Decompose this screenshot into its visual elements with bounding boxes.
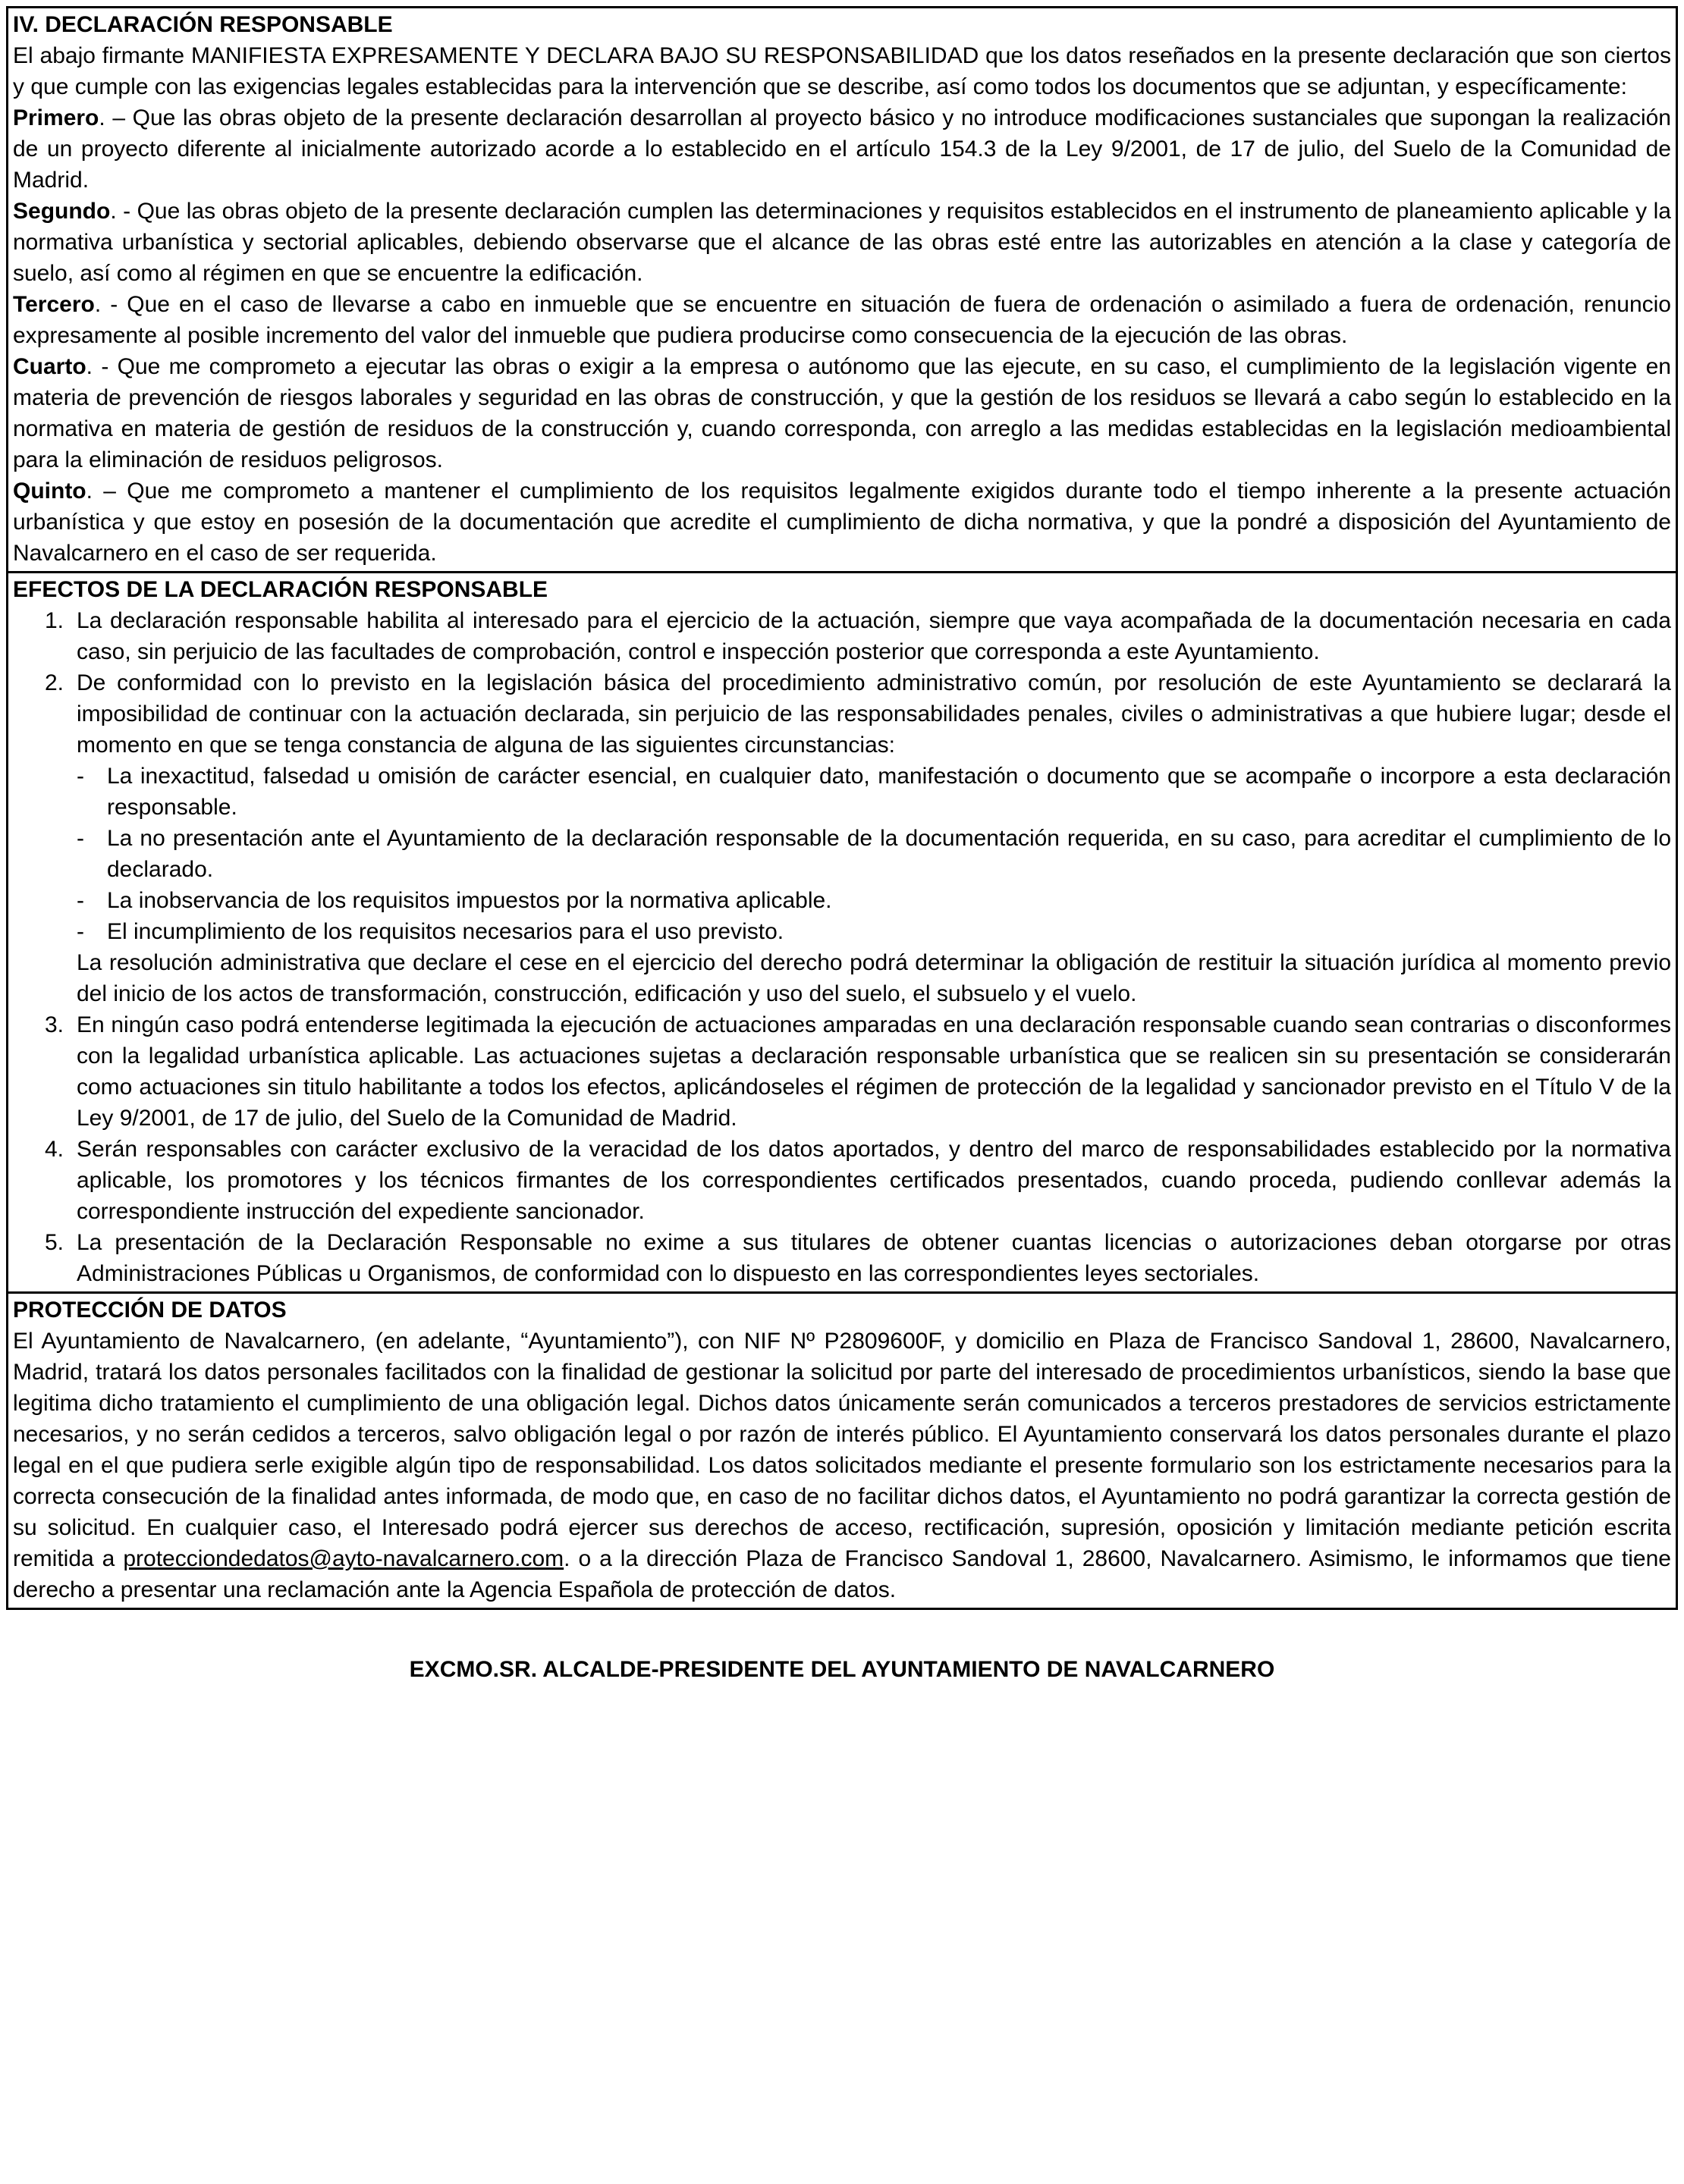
clause-lead: Cuarto xyxy=(13,354,86,379)
sub-item-2 xyxy=(77,823,1671,885)
addressee-line: EXCMO.SR. ALCALDE-PRESIDENTE DEL AYUNTAMIENTO DE NAVALCARNERO xyxy=(409,1657,1275,1682)
clause-cuarto xyxy=(13,351,1671,475)
email-link[interactable]: protecciondedatos@ayto-navalcarnero.com xyxy=(123,1546,564,1571)
item-text: Serán responsables con carácter exclusivo de la veracidad de los datos aportados, y dentro del marco de responsabilidades establecido por la normativa aplicable, los promotores y los técnicos firmantes de los correspondientes certificados presentados, cuando proceda, pudiendo conllevar además la correspondiente instrucción del expediente sancionador. xyxy=(77,1137,1671,1224)
clause-text: . – Que me comprometo a mantener el cumplimiento de los requisitos legalmente exigidos durante todo el tiempo inherente a la presente actuación urbanística y que estoy en posesión de la documentación que acredite el cumplimiento de dicha normativa, y que la pondré a disposición del Ayuntamiento de Navalcarnero en el caso de ser requerida. xyxy=(13,479,1671,566)
section-proteccion-datos xyxy=(8,1291,1676,1608)
clause-segundo xyxy=(13,196,1671,289)
clause-lead: Primero xyxy=(13,105,99,130)
efectos-item-4 xyxy=(13,1134,1671,1227)
sub-item-text: La no presentación ante el Ayuntamiento de la declaración responsable de la documentación requerida, en su caso, para acreditar el cumplimiento de lo declarado. xyxy=(107,826,1671,882)
sub-item-1 xyxy=(77,761,1671,823)
efectos-item-3 xyxy=(13,1009,1671,1134)
sub-item-text: La inobservancia de los requisitos impuestos por la normativa aplicable. xyxy=(107,888,832,913)
item-number: 4. xyxy=(45,1137,64,1162)
dash-marker: - xyxy=(77,919,84,944)
sub-item-text: La inexactitud, falsedad u omisión de carácter esencial, en cualquier dato, manifestación o documento que se acompañe o incorpore a esta declaración responsable. xyxy=(107,764,1671,820)
clause-text: . - Que las obras objeto de la presente declaración cumplen las determinaciones y requisitos establecidos en el instrumento de planeamiento aplicable y la normativa urbanística y sectorial aplicables, debiendo observarse que el alcance de las obras esté entre las autorizables en atención a la clase y categoría de suelo, así como al régimen en que se encuentre la edificación. xyxy=(13,199,1671,286)
dash-marker: - xyxy=(77,826,84,851)
document xyxy=(6,6,1678,1610)
clause-text: . - Que me comprometo a ejecutar las obras o exigir a la empresa o autónomo que las ejecute, en su caso, el cumplimiento de la legislación vigente en materia de prevención de riesgos laborales y seguridad en las obras de construcción, y que la gestión de los residuos se llevará a cabo según lo establecido en la normativa en materia de gestión de residuos de la construcción y, cuando corresponda, con arreglo a las medidas establecidas en la legislación medioambiental para la eliminación de residuos peligrosos. xyxy=(13,354,1671,472)
efectos-item-5 xyxy=(13,1227,1671,1289)
clause-lead: Segundo xyxy=(13,199,111,224)
efectos-list xyxy=(13,605,1671,1289)
declaration-intro: El abajo firmante MANIFIESTA EXPRESAMENTE Y DECLARA BAJO SU RESPONSABILIDAD que los datos reseñados en la presente declaración que son ciertos y que cumple con las exigencias legales establecidas para la intervención que se describe, así como todos los documentos que se adjuntan, y específicamente: xyxy=(13,43,1671,99)
efectos-item-1 xyxy=(13,605,1671,667)
item-text: La presentación de la Declaración Responsable no exime a sus titulares de obtener cuantas licencias o autorizaciones deban otorgarse por otras Administraciones Públicas u Organismos, de conformidad con lo dispuesto en las correspondientes leyes sectoriales. xyxy=(77,1230,1671,1286)
sub-item-3 xyxy=(77,885,1671,916)
item-number: 1. xyxy=(45,608,64,633)
section-efectos xyxy=(8,571,1676,1291)
clause-text: . – Que las obras objeto de la presente declaración desarrollan al proyecto básico y no introduce modificaciones sustanciales que supongan la realización de un proyecto diferente al inicialmente autorizado acorde a lo establecido en el artículo 154.3 de la Ley 9/2001, de 17 de julio, del Suelo de la Comunidad de Madrid. xyxy=(13,105,1671,193)
section-title-proteccion: PROTECCIÓN DE DATOS xyxy=(13,1298,287,1323)
section-title-efectos: EFECTOS DE LA DECLARACIÓN RESPONSABLE xyxy=(13,577,548,602)
clause-text: . - Que en el caso de llevarse a cabo en inmueble que se encuentre en situación de fuera de ordenación o asimilado a fuera de ordenación, renuncio expresamente al posible incremento del valor del inmueble que pudiera producirse como consecuencia de la ejecución de las obras. xyxy=(13,292,1671,348)
clause-lead: Quinto xyxy=(13,479,86,504)
item-text: De conformidad con lo previsto en la legislación básica del procedimiento administrativo común, por resolución de este Ayuntamiento se declarará la imposibilidad de continuar con la actuación declarada, sin perjuicio de las responsabilidades penales, civiles o administrativas a que hubiere lugar; desde el momento en que se tenga constancia de alguna de las siguientes circunstancias: xyxy=(77,670,1671,758)
clause-tercero xyxy=(13,289,1671,351)
item-text: En ningún caso podrá entenderse legitimada la ejecución de actuaciones amparadas en una declaración responsable cuando sean contrarias o disconformes con la legalidad urbanística aplicable. Las actuaciones sujetas a declaración responsable urbanística que se realicen sin su presentación se considerarán como actuaciones sin titulo habilitante a todos los efectos, aplicándoseles el régimen de protección de la legalidad y sancionador previsto en el Título V de la Ley 9/2001, de 17 de julio, del Suelo de la Comunidad de Madrid. xyxy=(77,1012,1671,1131)
item-number: 3. xyxy=(45,1012,64,1037)
privacy-paragraph xyxy=(13,1326,1671,1605)
item-closing-text: La resolución administrativa que declare el cese en el ejercicio del derecho podrá determinar la obligación de restituir la situación jurídica al momento previo del inicio de los actos de transformación, construcción, edificación y uso del suelo, el subsuelo y el vuelo. xyxy=(77,950,1671,1006)
dash-marker: - xyxy=(77,764,84,789)
sub-item-4 xyxy=(77,916,1671,947)
efectos-item-2 xyxy=(13,667,1671,1009)
section-title-declaracion: IV. DECLARACIÓN RESPONSABLE xyxy=(13,12,393,37)
clause-quinto xyxy=(13,475,1671,569)
dash-marker: - xyxy=(77,888,84,913)
item-text: La declaración responsable habilita al interesado para el ejercicio de la actuación, siempre que vaya acompañada de la documentación necesaria en cada caso, sin perjuicio de las facultades de comprobación, control e inspección posterior que corresponda a este Ayuntamiento. xyxy=(77,608,1671,664)
item-number: 5. xyxy=(45,1230,64,1255)
privacy-text-before-email: El Ayuntamiento de Navalcarnero, (en adelante, “Ayuntamiento”), con NIF Nº P2809600F, y domicilio en Plaza de Francisco Sandoval 1, 28600, Navalcarnero, Madrid, tratará los datos personales facilitados con la finalidad de gestionar la solicitud por parte del interesado de procedimientos urbanísticos, siendo la base que legitima dicho tratamiento el cumplimiento de una obligación legal. Dichos datos únicamente serán comunicados a terceros prestadores de servicios estrictamente necesarios, y no serán cedidos a terceros, salvo obligación legal o por razón de interés público. El Ayuntamiento conservará los datos personales durante el plazo legal en el que pudiera serle exigible algún tipo de responsabilidad. Los datos solicitados mediante el presente formulario son los estrictamente necesarios para la correcta consecución de la finalidad antes informada, de modo que, en caso de no facilitar dichos datos, el Ayuntamiento no podrá garantizar la correcta gestión de su solicitud. En cualquier caso, el Interesado podrá ejercer sus derechos de acceso, rectificación, supresión, oposición y limitación mediante petición escrita remitida a xyxy=(13,1329,1671,1571)
sub-item-text: El incumplimiento de los requisitos necesarios para el uso previsto. xyxy=(107,919,784,944)
clause-primero xyxy=(13,102,1671,196)
section-declaracion-responsable xyxy=(8,8,1676,571)
privacy-text-after-email: . o a la dirección Plaza de Francisco Sandoval 1, 28600, Navalcarnero. Asimismo, le informamos que tiene derecho a presentar una reclamación ante la Agencia Española de protección de datos. xyxy=(13,1546,1671,1602)
item-number: 2. xyxy=(45,670,64,695)
clause-lead: Tercero xyxy=(13,292,95,317)
